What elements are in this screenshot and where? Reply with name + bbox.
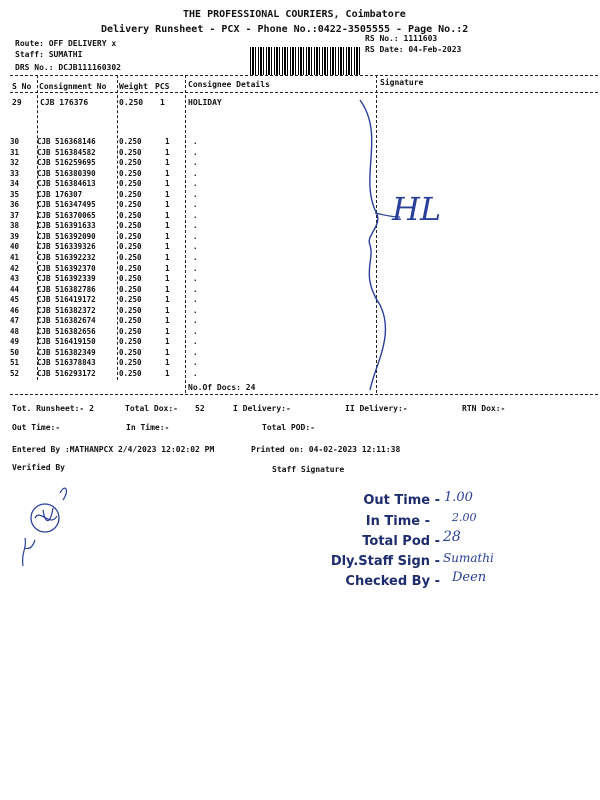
cell-pcs: 1 [165, 179, 170, 189]
cell-weight: 0.250 [119, 231, 142, 241]
handwritten-initials: HL [392, 190, 442, 228]
cell-weight: 0.250 [119, 98, 144, 107]
stamp-checked-by-label: Checked By - [345, 574, 440, 589]
cell-details: . [193, 231, 198, 241]
cell-weight: 0.250 [119, 295, 142, 305]
cell-pcs: 1 [165, 200, 170, 210]
table-row [10, 369, 203, 380]
stamp-in-time-label: In Time - [365, 514, 430, 529]
cell-weight: 0.250 [119, 369, 142, 379]
cell-sno: 40 [10, 242, 20, 252]
cell-sno: 33 [10, 168, 20, 178]
cell-details: . [193, 221, 198, 231]
cell-cons: CJB 516368146 [37, 137, 96, 146]
table-row [10, 285, 203, 296]
cell-pcs: 1 [165, 358, 170, 368]
cell-weight: 0.250 [119, 253, 142, 263]
printed-on: Printed on: 04-02-2023 12:11:38 [251, 445, 401, 454]
stamp-staff-sign-value: Sumathi [443, 551, 494, 565]
table-row [10, 264, 203, 275]
cell-cons: CJB 516392370 [37, 263, 96, 273]
cell-cons: CJB 516392090 [37, 231, 96, 241]
stamp-total-pod-label: Total Pod - [362, 534, 440, 549]
cell-sno: 47 [10, 316, 20, 326]
rs-number: RS No.: 1111603 [365, 34, 438, 43]
staff-signature-label: Staff Signature [272, 465, 345, 474]
cell-pcs: 1 [165, 347, 170, 357]
cell-cons: CJB 516382656 [37, 326, 96, 336]
cell-weight: 0.250 [119, 337, 142, 347]
consignment-table [10, 137, 203, 380]
table-row [10, 221, 203, 232]
cell-weight: 0.250 [119, 326, 142, 336]
cell-sno: 52 [10, 369, 20, 379]
cell-cons: CJB 516293172 [37, 369, 96, 379]
table-row [10, 211, 203, 222]
table-row [10, 253, 203, 264]
cell-cons: CJB 516419150 [37, 337, 96, 347]
total-pod: Total POD:- [262, 423, 315, 432]
route-label: Route: OFF DELIVERY x [15, 39, 117, 48]
cell-cons: CJB 516339326 [37, 242, 96, 252]
cell-pcs: 1 [165, 274, 170, 284]
ii-delivery: II Delivery:- [345, 404, 408, 413]
cell-pcs: 1 [165, 231, 170, 241]
cell-sno: 43 [10, 274, 20, 284]
cell-pcs: 1 [165, 242, 170, 252]
cell-sno: 48 [10, 326, 20, 336]
cell-cons: CJB 516392232 [37, 253, 96, 263]
verified-by: Verified By [12, 463, 65, 472]
cell-details: . [193, 326, 198, 336]
cell-weight: 0.250 [119, 137, 142, 146]
cell-cons: CJB 176307 [37, 189, 83, 199]
cell-cons: CJB 516391633 [37, 221, 96, 231]
in-time: In Time:- [126, 423, 170, 432]
cell-weight: 0.250 [119, 210, 142, 220]
out-time: Out Time:- [12, 423, 61, 432]
cell-details: . [193, 316, 198, 326]
col-header-signature: Signature [380, 78, 424, 87]
cell-details: . [193, 189, 198, 199]
cell-sno: 31 [10, 147, 20, 157]
stamp-out-time-label: Out Time - [363, 493, 440, 508]
total-dox-label: Total Dox:- [125, 404, 178, 413]
table-row [10, 274, 203, 285]
cell-weight: 0.250 [119, 179, 142, 189]
cell-weight: 0.250 [119, 168, 142, 178]
cell-weight: 0.250 [119, 147, 142, 157]
cell-details: . [193, 284, 198, 294]
cell-pcs: 1 [165, 168, 170, 178]
table-bottom-line [10, 394, 598, 395]
stamp-in-time-value: 2.00 [452, 511, 477, 524]
cell-details: . [193, 200, 198, 210]
cell-pcs: 1 [165, 147, 170, 157]
table-row [10, 190, 203, 201]
cell-details: . [193, 305, 198, 315]
header-top-line [10, 75, 598, 76]
table-row [10, 158, 203, 169]
table-row [10, 358, 203, 369]
staff-label: Staff: SUMATHI [15, 50, 83, 59]
cell-details: . [193, 242, 198, 252]
stamp-staff-sign-label: Dly.Staff Sign - [330, 554, 440, 569]
cell-details: . [193, 263, 198, 273]
cell-weight: 0.250 [119, 221, 142, 231]
cell-details: . [193, 337, 198, 347]
cell-sno: 36 [10, 200, 20, 210]
cell-sno: 35 [10, 189, 20, 199]
cell-cons: CJB 516382786 [37, 284, 96, 294]
entered-by: Entered By :MATHANPCX 2/4/2023 12:02:02 PM [12, 445, 215, 454]
cell-pcs: 1 [165, 189, 170, 199]
tot-runsheet: Tot. Runsheet:- 2 [12, 404, 94, 413]
table-row [10, 137, 203, 148]
table-row [10, 200, 203, 211]
company-title: THE PROFESSIONAL COURIERS, Coimbatore [183, 9, 406, 20]
cell-details: . [193, 147, 198, 157]
stamp-total-pod-value: 28 [443, 529, 461, 545]
cell-weight: 0.250 [119, 347, 142, 357]
col-header-weight: Weight [119, 82, 148, 91]
cell-pcs: 1 [165, 326, 170, 336]
i-delivery: I Delivery:- [233, 404, 291, 413]
cell-weight: 0.250 [119, 305, 142, 315]
cell-pcs: 1 [160, 98, 165, 107]
table-row [10, 242, 203, 253]
cell-details: . [193, 253, 198, 263]
cell-sno: 39 [10, 231, 20, 241]
cell-sno: 30 [10, 137, 20, 146]
table-row [10, 316, 203, 327]
cell-pcs: 1 [165, 316, 170, 326]
cell-weight: 0.250 [119, 316, 142, 326]
cell-pcs: 1 [165, 263, 170, 273]
cell-sno: 32 [10, 158, 20, 168]
cell-sno: 49 [10, 337, 20, 347]
cell-details: . [193, 274, 198, 284]
cell-cons: CJB 516384613 [37, 179, 96, 189]
rs-date: RS Date: 04-Feb-2023 [365, 45, 462, 54]
stamp-checked-by-value: Deen [452, 570, 487, 585]
no-of-docs: No.Of Docs: 24 [188, 383, 256, 392]
runsheet-title: Delivery Runsheet - PCX - Phone No.:0422-3505555 - Page No.:2 [101, 24, 469, 35]
cell-details: . [193, 179, 198, 189]
cell-details: . [193, 347, 198, 357]
cell-weight: 0.250 [119, 158, 142, 168]
rtn-dox: RTN Dox:- [462, 404, 506, 413]
cell-weight: 0.250 [119, 358, 142, 368]
cell-cons: CJB 516382674 [37, 316, 96, 326]
cell-cons: CJB 516259695 [37, 158, 96, 168]
cell-weight: 0.250 [119, 263, 142, 273]
handwritten-brace [340, 95, 480, 395]
table-row [10, 179, 203, 190]
cell-details: . [193, 158, 198, 168]
cell-sno: 42 [10, 263, 20, 273]
cell-sno: 41 [10, 253, 20, 263]
cell-pcs: 1 [165, 369, 170, 379]
cell-sno: 38 [10, 221, 20, 231]
header-bottom-line [10, 92, 598, 93]
col-header-consignee: Consignee Details [188, 80, 270, 89]
cell-pcs: 1 [165, 210, 170, 220]
cell-details: . [193, 295, 198, 305]
table-row [10, 327, 203, 338]
table-row [10, 348, 203, 359]
cell-cons: CJB 516380390 [37, 168, 96, 178]
barcode [250, 47, 360, 75]
cell-pcs: 1 [165, 305, 170, 315]
cell-weight: 0.250 [119, 200, 142, 210]
cell-sno: 51 [10, 358, 20, 368]
cell-sno: 46 [10, 305, 20, 315]
cell-weight: 0.250 [119, 189, 142, 199]
cell-pcs: 1 [165, 158, 170, 168]
cell-cons: CJB 516382349 [37, 347, 96, 357]
cell-pcs: 1 [165, 284, 170, 294]
cell-pcs: 1 [165, 295, 170, 305]
cell-pcs: 1 [165, 137, 170, 146]
cell-sno: 44 [10, 284, 20, 294]
cell-details: . [193, 168, 198, 178]
cell-cons: CJB 516370065 [37, 210, 96, 220]
table-row [10, 306, 203, 317]
table-row [10, 295, 203, 306]
drs-number: DRS No.: DCJB111160302 [15, 63, 121, 72]
col-header-sno: S No [12, 82, 32, 91]
cell-sno: 50 [10, 347, 20, 357]
cell-consignment: CJB 176376 [40, 98, 89, 107]
table-row [10, 148, 203, 159]
cell-pcs: 1 [165, 337, 170, 347]
total-dox-value: 52 [195, 404, 205, 413]
cell-sno: 29 [12, 98, 22, 107]
cell-details: . [193, 369, 198, 379]
verifier-signature [15, 478, 85, 573]
table-row [10, 232, 203, 243]
stamp-out-time-value: 1.00 [444, 490, 473, 505]
cell-sno: 45 [10, 295, 20, 305]
col-header-pcs: PCS [155, 82, 170, 91]
col-header-consignment: Consignment No [39, 82, 107, 91]
cell-sno: 34 [10, 179, 20, 189]
cell-cons: CJB 516382372 [37, 305, 96, 315]
cell-pcs: 1 [165, 221, 170, 231]
cell-cons: CJB 516384582 [37, 147, 96, 157]
cell-details: . [193, 210, 198, 220]
cell-cons: CJB 516392339 [37, 274, 96, 284]
cell-weight: 0.250 [119, 274, 142, 284]
table-row [10, 337, 203, 348]
cell-cons: CJB 516347495 [37, 200, 96, 210]
cell-cons: CJB 516419172 [37, 295, 96, 305]
cell-pcs: 1 [165, 253, 170, 263]
cell-sno: 37 [10, 210, 20, 220]
table-row [12, 98, 22, 107]
cell-details: . [193, 358, 198, 368]
cell-cons: CJB 516378843 [37, 358, 96, 368]
table-row [10, 169, 203, 180]
cell-details: . [193, 137, 198, 146]
cell-details: HOLIDAY [188, 98, 222, 107]
cell-weight: 0.250 [119, 284, 142, 294]
cell-weight: 0.250 [119, 242, 142, 252]
